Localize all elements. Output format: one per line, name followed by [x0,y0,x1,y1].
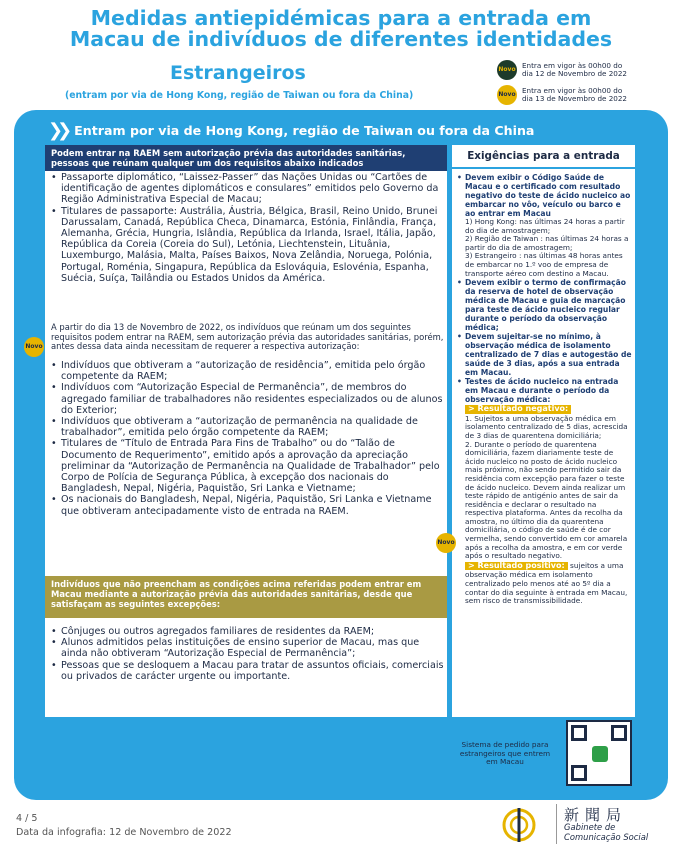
page-subtitle: Estrangeiros [170,62,306,84]
health-code-icon [592,746,608,762]
title-line-2: Macau de indivíduos de diferentes identidades [69,27,613,51]
panel-title: ❯❯ Entram por via de Hong Kong, região de Taiwan ou fora da China [48,120,535,141]
list-item: • Indivíduos com “Autorização Especial de Permanência”, de membros do agregado familiar de trabalhadores não residentes especializados ou de alunos do Exterior; [49,382,445,416]
list-item: • Pessoas que se desloquem a Macau para tratar de assuntos oficiais, comerciais ou privados de carácter urgente ou importante. [49,660,445,682]
list-item: • Passaporte diplomático, “Laissez-Passer” das Nações Unidas ou “Cartões de identificação de agentes diplomáticos e consulares” emitidos pelo Governo da Região Administrativa Especial de Macau; [49,172,445,206]
qr-code[interactable] [566,720,632,786]
list-item: • Titulares de passaporte: Austrália, Áustria, Bélgica, Brasil, Reino Unido, Brunei Darussalam, Canadá, República Checa, Dinamarca, Estónia, Finlândia, França, Alemanha, Grécia, Hungria, Islândia, República da Irlanda, Israel, Itália, Japão, República da Coreia (Coreia do Sul), Letónia, Liechtenstein, Lituânia, Luxemburgo, Malásia, Malta, Países Baixos, Nova Zelândia, Noruega, Polónia, Portugal, Roménia, Singapura, República da Eslováquia, Eslovénia, Espanha, Suécia, Suíça, Tailândia ou Estados Unidos da América. [49,206,445,284]
qr-label: Sistema de pedido para estrangeiros que entrem em Macau [459,740,551,766]
list-item: • Indivíduos que obtiveram a “autorização de permanência na qualidade de trabalhador”, emitida pelo órgão competente da RAEM; [49,416,445,438]
title-line-1: Medidas antiepidémicas para a entrada em [90,6,592,30]
req-nucleic-tests: • Testes de ácido nucleico na entrada em Macau e durante o período da observação médica: [456,377,632,404]
qr-corner [571,725,587,741]
org-name-zh: 新聞局 [564,806,628,824]
req-hotel: • Devem exibir o termo de confirmação da reserva de hotel de observação médica de Macau e guia de marcação para teste de ácido nucleico regular durante o período da observação médica; [456,278,632,332]
divider [556,804,557,844]
novo-note: A partir do dia 13 de Novembro de 2022, os indivíduos que reúnam um dos seguintes requisitos podem entrar na RAEM, sem autorização prévia das autoridades sanitárias, porém, antes dessa data ainda necessitam de requerer a respectiva autorização: [51,322,444,352]
infographic-date: Data da infografia: 12 de Novembro de 2022 [16,827,232,838]
vigor-note-13: Novo Entra em vigor às 00h00 do dia 13 de Novembro de 2022 [498,85,628,103]
left-header: Podem entrar na RAEM sem autorização prévia das autoridades sanitárias, pessoas que reúnam qualquer um dos requisitos abaixo indicados [45,145,447,171]
list-item: • Os nacionais do Bangladesh, Nepal, Nigéria, Paquistão, Sri Lanka e Vietname que obtiveram antecipadamente visto de entrada na RAEM. [49,494,445,516]
page-number: 4 / 5 [16,813,38,824]
page-title [0,8,682,50]
list-item: • Titulares de “Título de Entrada Para Fins de Trabalho” ou do “Talão de Documento de Requerimento”, emitido após a aprovação da apreciação preliminar da “Autorização de Permanência na Qualidade de Trabalhador” pelo Corpo de Polícia de Segurança Pública, à excepção dos nacionais do Bangladesh, Nepal, Nigéria, Paquistão, Sri Lanka e Vietname; [49,438,445,494]
vigor-note-12: Novo Entra em vigor às 00h00 do dia 12 de Novembro de 2022 [498,60,628,78]
qr-corner [571,765,587,781]
entry-route-subtitle: (entram por via de Hong Kong, região de Taiwan ou fora da China) [65,90,414,101]
org-name-pt: Gabinete de Comunicação Social [564,822,649,842]
qr-corner [611,725,627,741]
novo-badge: Novo [497,85,517,105]
req-isolation: • Devem sujeitar-se no mínimo, à observação médica de isolamento centralizado de 7 dias e autogestão de saúde de 3 dias, após a sua entrada em Macau. [456,332,632,377]
list-item: • Alunos admitidos pelas instituições de ensino superior de Macau, mas que ainda não obtiveram “Autorização Especial de Permanência”; [49,637,445,659]
exceptions-header: Indivíduos que não preencham as condições acima referidas podem entrar em Macau mediante a autorização prévia das autoridades sanitárias, desde que satisfaçam as seguintes excepções: [45,576,447,618]
right-header: Exigências para a entrada [452,145,635,169]
requirements-list-1 [49,172,445,284]
req-health-code: • Devem exibir o Código Saúde de Macau e o certificado com resultado negativo do teste de ácido nucleico ao embarcar no vôo, veículo ou barco e ao entrar em Macau [456,173,632,218]
novo-badge: Novo [497,60,517,80]
list-item: • Cônjuges ou outros agregados familiares de residentes da RAEM; [49,626,445,637]
gcs-logo-icon [502,806,536,844]
novo-badge: Novo [24,337,44,357]
novo-badge: Novo [436,533,456,553]
exceptions-list [49,626,445,682]
positive-result-tag: > Resultado positivo: [465,562,568,571]
list-item: • Indivíduos que obtiveram a “autorização de residência”, emitida pelo órgão competente da RAEM; [49,360,445,382]
entry-requirements: • Devem exibir o Código Saúde de Macau e o certificado com resultado negativo do teste de ácido nucleico ao embarcar no vôo, veículo ou barco e ao entrar em Macau 1) Hong Kong: nas últimas 24 horas a partir do dia de amostragem; 2) Região de Taiwan : nas últimas 24 horas a partir do dia de amostragem; 3) Estrangeiro : nas últimas 48 horas antes de embarcar no 1.º voo de empresa de transporte aéreo com destino a Macau. • Devem exibir o termo de confirmação da reserva de hotel de observação médica de Macau e guia de marcação para teste de ácido nucleico regular durante o período da observação médica; • Devem sujeitar-se no mínimo, à observação médica de isolamento centralizado de 7 dias e autogestão de saúde de 3 dias, após a sua entrada em Macau. • Testes de ácido nucleico na entrada em Macau e durante o período da observação médica: > Resultado negativo: 1. Sujeitos a uma observação médica em isolamento centralizado de 5 dias, acrescida de 3 dias de quarentena domiciliária; 2. Durante o período de quarentena domiciliária, fazem diariamente teste de ácido nucleico no posto de ácido nucleico mais próximo, não sendo permitido sair da residência com excepção para fazer o teste de ácido nucleico. Devem ainda realizar um teste rápido de antigénio antes de sair da residência e declarar o resultado na respectiva plataforma. Antes da recolha da amostra, no último dia da quarentena domiciliária, o código de saúde é de cor vermelha, sendo convertido em cor amarela após a recolha da amostra, e em cor verde após o resultado negativo. > Resultado positivo: sujeitos a uma observação médica em isolamento centralizado pelo menos até ao 5º dia a contar do dia seguinte à entrada em Macau, sem risco de transmissibilidade. [456,173,632,606]
negative-result-tag: > Resultado negativo: [465,405,571,414]
double-chevron-icon: ❯❯ [48,120,67,141]
requirements-list-2 [49,360,445,517]
